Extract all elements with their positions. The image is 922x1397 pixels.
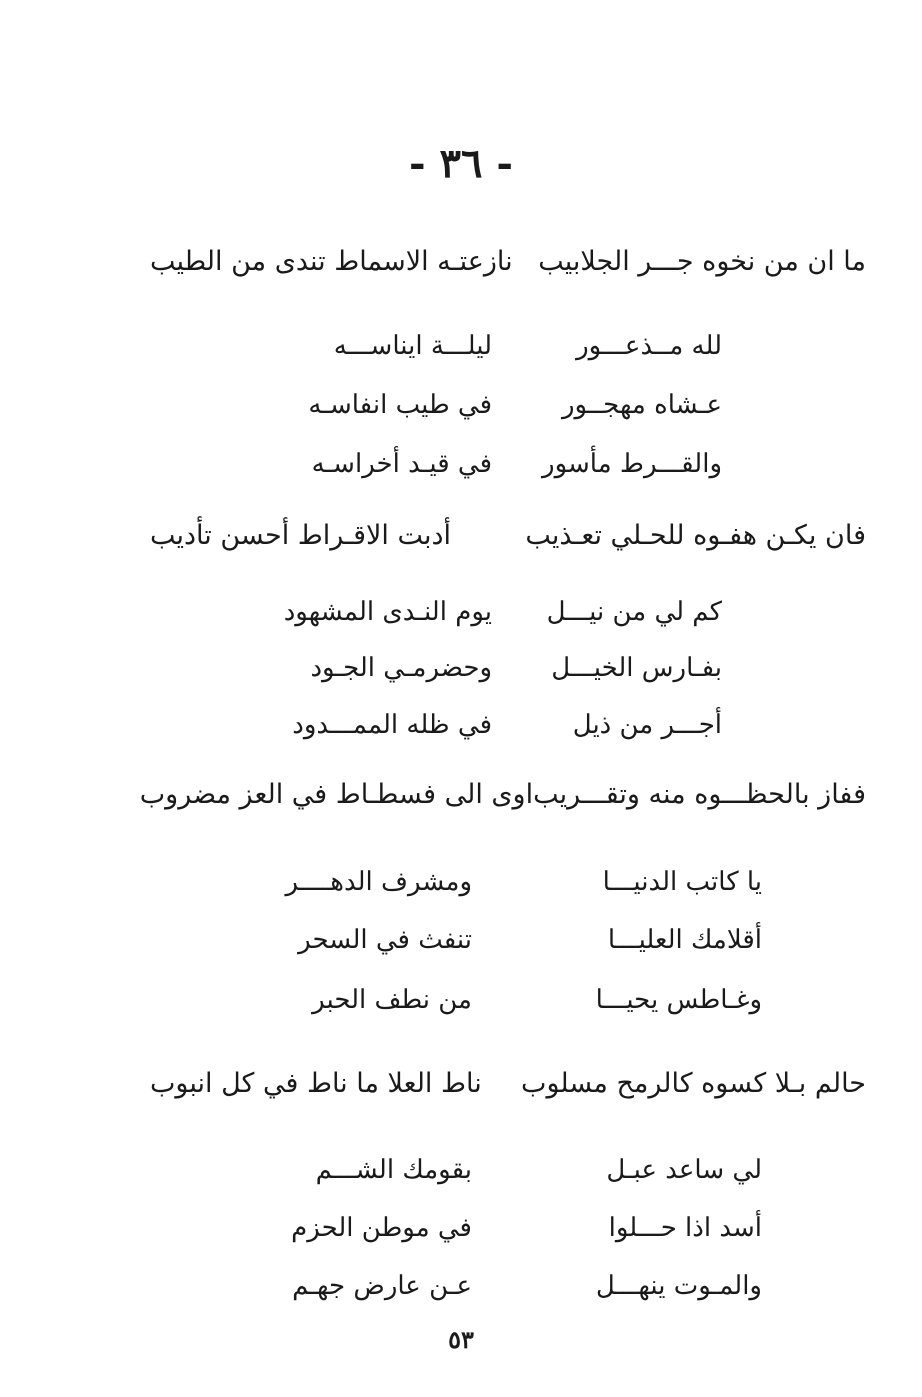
hemistich-right: فان يكـن هفـوه للحـلي تعـذيب [525, 520, 866, 551]
couplet-hemistich-left: ومشرف الدهــــر [285, 867, 472, 897]
poem-couplet [252, 980, 762, 1020]
couplet-hemistich-left: تنفث في السحر [298, 925, 472, 955]
couplet-hemistich-right: وغـاطس يحيـــا [595, 985, 762, 1015]
poem-long-line [150, 242, 866, 282]
couplet-hemistich-left: عـن عارض جهـم [292, 1271, 472, 1301]
couplet-hemistich-left: في ظله الممـــدود [292, 710, 492, 740]
poem-couplet [292, 385, 722, 425]
couplet-hemistich-left: ليلـــة ايناســـه [333, 331, 492, 361]
poem-couplet [252, 920, 762, 960]
poem-long-line [150, 516, 866, 556]
couplet-hemistich-right: بفـارس الخيـــل [551, 653, 722, 683]
poem-couplet [252, 862, 762, 902]
hemistich-left: نازعتـه الاسماط تندى من الطيب [150, 246, 513, 277]
hemistich-right: حالم بـلا كسوه كالرمح مسلوب [521, 1068, 866, 1099]
couplet-hemistich-left: في موطن الحزم [291, 1213, 472, 1243]
poem-couplet [292, 705, 722, 745]
couplet-hemistich-right: كم لي من نيـــل [546, 597, 722, 627]
couplet-hemistich-left: في طيب انفاسـه [308, 390, 492, 420]
couplet-hemistich-right: لله مــذعـــور [576, 331, 722, 361]
couplet-hemistich-right: أسد اذا حـــلوا [608, 1213, 762, 1243]
poem-long-line [150, 1064, 866, 1104]
couplet-hemistich-right: لي ساعد عبـل [606, 1155, 762, 1185]
hemistich-left: اوى الى فسطـاط في العز مضروب [139, 779, 534, 810]
couplet-hemistich-right: يا كاتب الدنيـــا [602, 867, 762, 897]
poem-couplet [252, 1266, 762, 1306]
folio-number: ٥٣ [448, 1325, 474, 1354]
couplet-hemistich-right: أجـــر من ذيل [572, 710, 722, 740]
poem-couplet [292, 648, 722, 688]
poem-long-line [139, 775, 866, 815]
hemistich-right: ما ان من نخوه جـــر الجلابيب [538, 246, 866, 277]
couplet-hemistich-left: في قيـد أخراسـه [311, 449, 492, 479]
hemistich-right: ففاز بالحظـــوه منه وتقـــريب [533, 779, 866, 810]
couplet-hemistich-left: من نطف الحبر [312, 985, 472, 1015]
couplet-hemistich-left: يوم النـدى المشهود [283, 597, 492, 627]
couplet-hemistich-left: بقومك الشـــم [315, 1155, 472, 1185]
hemistich-left: ناط العلا ما ناط في كل انبوب [150, 1068, 482, 1099]
poem-couplet [292, 326, 722, 366]
couplet-hemistich-right: عـشاه مهجــور [561, 390, 722, 420]
page-number-header: - ٣٦ - [408, 140, 514, 187]
couplet-hemistich-left: وحضرمـي الجـود [310, 653, 492, 683]
couplet-hemistich-right: أقلامك العليـــا [607, 925, 762, 955]
poem-couplet [292, 444, 722, 484]
couplet-hemistich-right: والمـوت ينهـــل [595, 1271, 762, 1301]
couplet-hemistich-right: والقـــرط مأسور [542, 449, 722, 479]
poem-couplet [252, 1150, 762, 1190]
poem-couplet [252, 1208, 762, 1248]
poem-couplet [283, 592, 722, 632]
hemistich-left: أدبت الاقـراط أحسن تأديب [150, 520, 452, 551]
